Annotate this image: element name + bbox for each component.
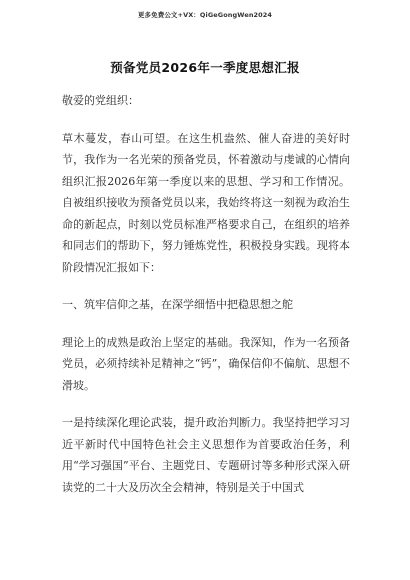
salutation: 敬爱的党组织： bbox=[62, 94, 139, 107]
spacer bbox=[62, 396, 350, 412]
section1-paragraph-1: 理论上的成熟是政治上坚定的基础。我深知，作为一名预备党员，必须持续补足精神之“钙”，确保信仰不偏航、思想不滑坡。 bbox=[62, 335, 350, 392]
header-note: 更多免费公文+VX：QiGeGongWen2024 bbox=[137, 11, 273, 19]
intro-paragraph: 草木蔓发，春山可望。在这生机盎然、催人奋进的美好时节，我作为一名光荣的预备党员，怀着激动与虔诚的心情向组织汇报2026年第一季度以来的思想、学习和工作情况。自被组织接收为预备党员以来，我始终将这一刻视为政治生命的新起点，时刻以党员标准严格要求自己，在组织的培养和同志们的帮助下，努力锤炼党性，积极投身实践。现将本阶段情况汇报如下： bbox=[62, 131, 350, 274]
section1-paragraph-2: 一是持续深化理论武装，提升政治判断力。我坚持把学习习近平新时代中国特色社会主义思想作为首要政治任务，利用“学习强国”平台、主题党日、专题研讨等多种形式深入研读党的二十大及历次全会精神，特别是关于中国式 bbox=[62, 416, 350, 494]
document-title: 预备党员2026年一季度思想汇报 bbox=[110, 60, 300, 75]
spacer bbox=[62, 278, 350, 294]
document-body bbox=[62, 90, 350, 498]
spacer bbox=[62, 316, 350, 332]
section-heading-1: 一、筑牢信仰之基，在深学细悟中把稳思想之舵 bbox=[62, 298, 293, 311]
spacer bbox=[62, 112, 350, 128]
